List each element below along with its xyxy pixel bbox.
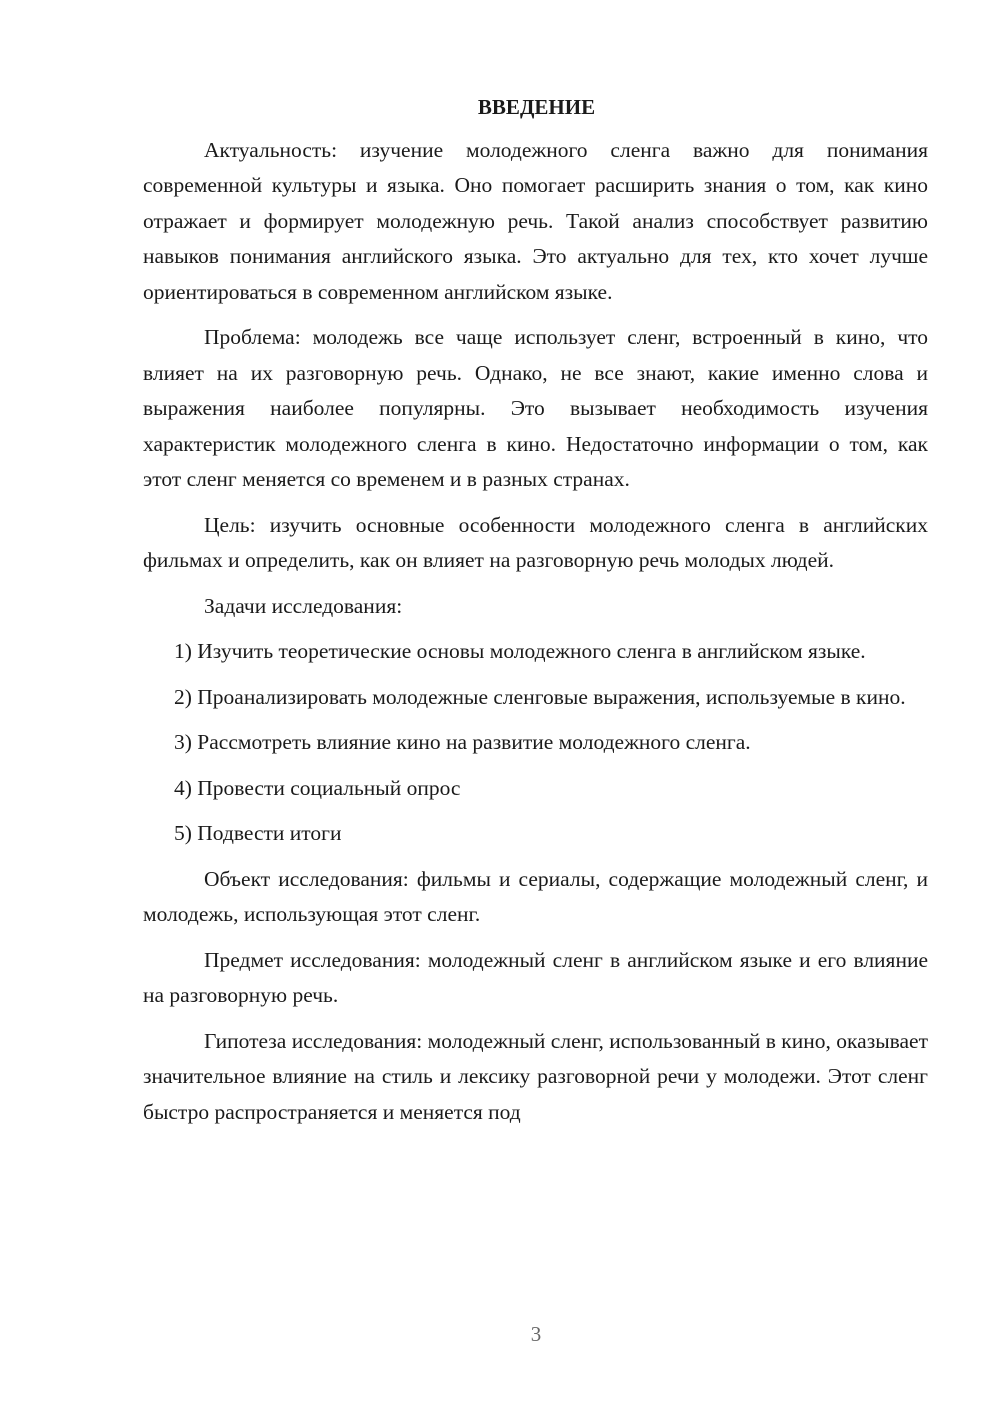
paragraph-subject: Предмет исследования: молодежный сленг в английском языке и его влияние на разговорную речь. <box>143 947 928 1007</box>
paragraph-relevance: Актуальность: изучение молодежного сленга важно для понимания современной культуры и языка. Оно помогает расширить знания о том, как кино отражает и формирует молодежную речь. Такой анализ способствует развитию навыков понимания английского языка. Это актуально для тех, кто хочет лучше ориентироваться в современном английском языке. <box>143 137 928 304</box>
task-item-4: 4) Провести социальный опрос <box>174 775 461 800</box>
task-item-2: 2) Проанализировать молодежные сленговые выражения, используемые в кино. <box>174 684 906 709</box>
page-title: ВВЕДЕНИЕ <box>477 95 596 119</box>
paragraph-object: Объект исследования: фильмы и сериалы, содержащие молодежный сленг, и молодежь, использующая этот сленг. <box>143 866 928 926</box>
task-item-5: 5) Подвести итоги <box>174 821 342 845</box>
task-item-1: 1) Изучить теоретические основы молодежного сленга в английском языке. <box>174 639 866 663</box>
paragraph-hypothesis: Гипотеза исследования: молодежный сленг, использованный в кино, оказывает значительное влияние на стиль и лексику разговорной речи у молодежи. Этот сленг быстро распространяется и меняется под <box>143 1028 928 1124</box>
task-item-3: 3) Рассмотреть влияние кино на развитие молодежного сленга. <box>174 730 751 754</box>
paragraph-problem: Проблема: молодежь все чаще использует сленг, встроенный в кино, что влияет на их разговорную речь. Однако, не все знают, какие именно слова и выражения наиболее популярны. Это вызывает необходимость изучения характеристик молодежного сленга в кино. Недостаточно информации о том, как этот сленг меняется со временем и в разных странах. <box>143 325 928 491</box>
paragraph-goal: Цель: изучить основные особенности молодежного сленга в английских фильмах и определить, как он влияет на разговорную речь молодых людей. <box>143 512 928 572</box>
tasks-heading: Задачи исследования: <box>204 593 403 618</box>
page-number: 3 <box>530 1322 542 1346</box>
document-page <box>143 90 928 1140</box>
